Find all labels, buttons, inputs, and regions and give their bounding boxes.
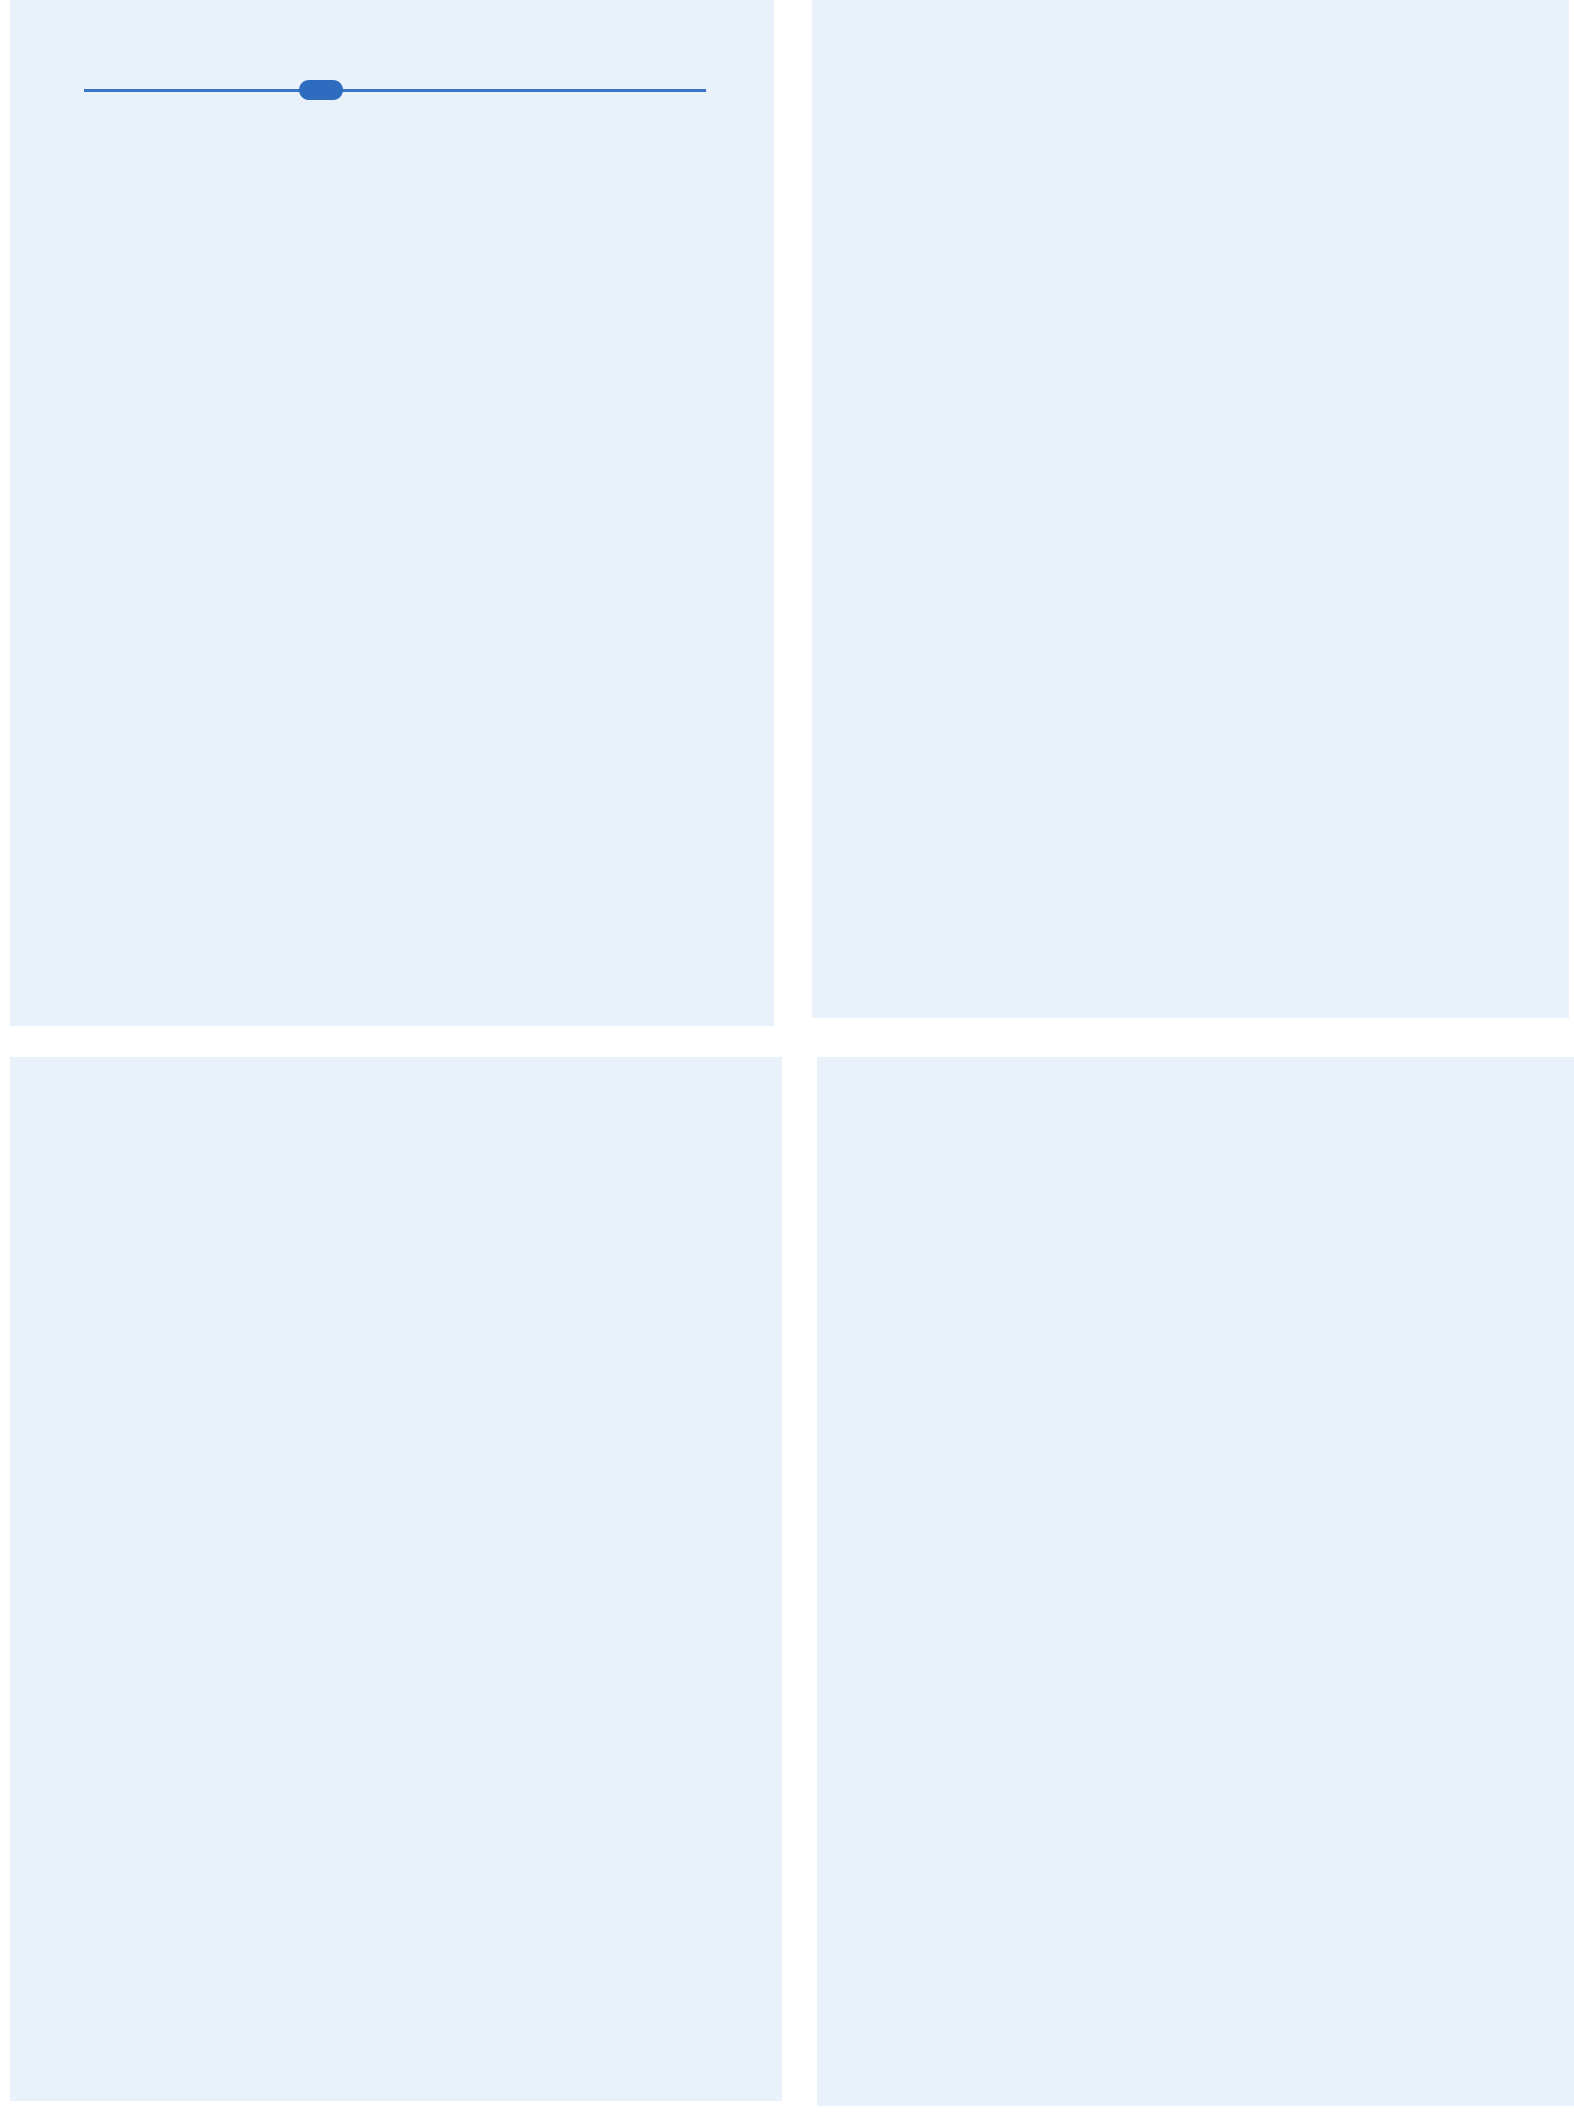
section-header: [84, 80, 706, 100]
section-tag: [299, 80, 343, 100]
panel-speakers-3: [10, 1057, 782, 2101]
panel-expert-committee: [817, 1057, 1574, 2106]
panel-speakers-2: [812, 0, 1569, 1018]
panel-install-maintenance-group: [10, 0, 774, 1026]
section-divider: [84, 89, 706, 92]
